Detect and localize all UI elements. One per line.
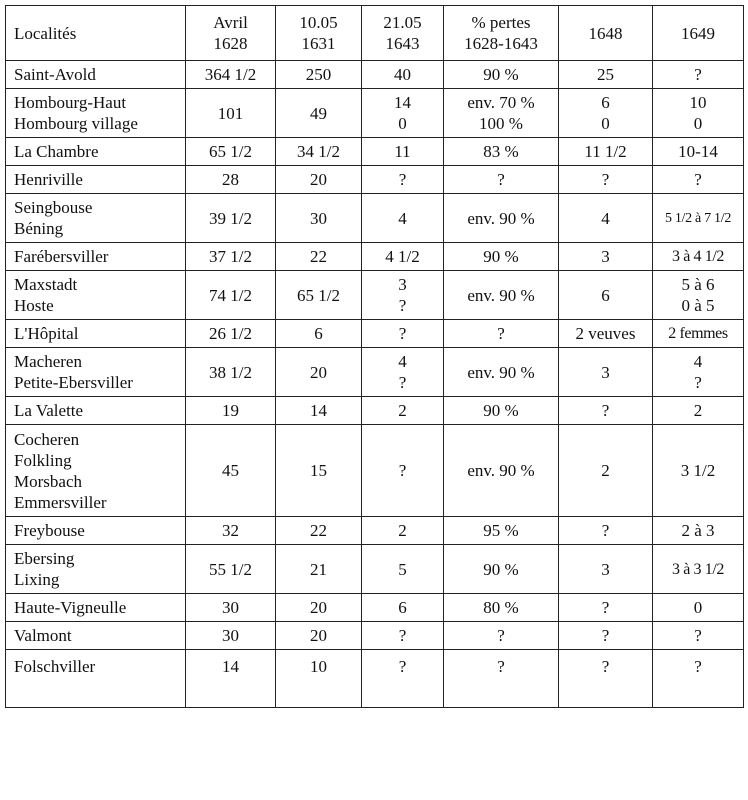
header-1649: 1649	[653, 6, 744, 61]
cell-loc-line: Hombourg village	[14, 114, 138, 133]
table-wrapper	[5, 5, 744, 708]
cell-loc-line: Folschviller	[14, 657, 96, 676]
cell-c5-line: 3	[601, 362, 610, 382]
cell-c1: 37 1/2	[186, 243, 276, 271]
cell-c6-line: 0	[693, 598, 703, 617]
cell-c1: 32	[186, 517, 276, 545]
cell-c6	[653, 425, 744, 517]
cell-c3-line: ?	[398, 626, 407, 645]
cell-c3	[362, 138, 444, 166]
cell-c6-line: 0	[693, 114, 703, 133]
table-row	[6, 138, 744, 166]
cell-loc-line: Hoste	[14, 296, 54, 315]
cell-loc	[6, 517, 186, 545]
cell-c3	[362, 271, 444, 320]
cell-loc-line: Saint-Avold	[14, 65, 96, 84]
cell-loc	[6, 348, 186, 397]
cell-c4	[444, 594, 559, 622]
cell-c5	[559, 650, 653, 708]
header-c3-line1: 21.05	[383, 13, 422, 32]
cell-c4-line: 83 %	[483, 142, 519, 161]
cell-loc-line: L'Hôpital	[14, 324, 79, 343]
cell-c4-line: 90 %	[483, 559, 519, 579]
cell-c5-line: ?	[601, 170, 610, 189]
cell-c5	[559, 194, 653, 243]
cell-c6	[653, 89, 744, 138]
cell-c5-line: 6	[601, 285, 610, 305]
cell-c3	[362, 194, 444, 243]
cell-c3-line: 6	[398, 598, 407, 617]
header-c3-line2: 1643	[385, 34, 420, 53]
cell-c2: 21	[276, 545, 362, 594]
cell-c4-line: ?	[497, 324, 505, 343]
header-pertes	[444, 6, 559, 61]
cell-c6	[653, 166, 744, 194]
cell-c4	[444, 348, 559, 397]
cell-c6-line: 3 à 3 1/2	[672, 560, 724, 578]
cell-c3	[362, 61, 444, 89]
cell-c1: 55 1/2	[186, 545, 276, 594]
cell-c5	[559, 89, 653, 138]
cell-loc-line: La Chambre	[14, 142, 99, 161]
cell-c4-line: ?	[497, 657, 505, 676]
cell-loc	[6, 89, 186, 138]
cell-c6-line: ?	[694, 65, 702, 84]
cell-loc	[6, 243, 186, 271]
cell-c1: 364 1/2	[186, 61, 276, 89]
cell-c3	[362, 348, 444, 397]
cell-c1: 39 1/2	[186, 194, 276, 243]
cell-c4	[444, 61, 559, 89]
cell-loc-line: Freybouse	[14, 521, 85, 540]
cell-c4-line: env. 90 %	[467, 285, 535, 305]
cell-c3-line: 3	[398, 275, 407, 294]
cell-c2: 20	[276, 166, 362, 194]
cell-c4-line: 90 %	[483, 401, 519, 420]
cell-c1: 14	[186, 650, 276, 708]
cell-c5-line: 3	[601, 559, 610, 579]
cell-loc	[6, 425, 186, 517]
cell-loc-line: Henriville	[14, 170, 83, 189]
cell-c4-line: 80 %	[483, 598, 519, 617]
cell-c3-line: 11	[394, 142, 411, 161]
cell-c5	[559, 348, 653, 397]
cell-loc	[6, 138, 186, 166]
cell-c4	[444, 271, 559, 320]
table-row	[6, 194, 744, 243]
cell-c1: 19	[186, 397, 276, 425]
cell-c3	[362, 622, 444, 650]
cell-loc	[6, 594, 186, 622]
cell-c6	[653, 594, 744, 622]
cell-c1: 38 1/2	[186, 348, 276, 397]
table-row	[6, 517, 744, 545]
cell-c2: 250	[276, 61, 362, 89]
cell-c4	[444, 425, 559, 517]
cell-loc	[6, 271, 186, 320]
cell-loc-line: Farébersviller	[14, 247, 109, 266]
cell-c5-line: 0	[601, 114, 610, 133]
cell-c3	[362, 425, 444, 517]
cell-c5	[559, 320, 653, 348]
cell-loc	[6, 545, 186, 594]
table-row	[6, 243, 744, 271]
cell-c6	[653, 348, 744, 397]
table-row	[6, 397, 744, 425]
cell-c4	[444, 320, 559, 348]
cell-c6-line: ?	[694, 626, 702, 645]
cell-c4-line: ?	[497, 626, 505, 645]
cell-c6-line: 5 à 6	[681, 275, 715, 294]
cell-c1: 45	[186, 425, 276, 517]
cell-c2: 20	[276, 622, 362, 650]
cell-c3	[362, 166, 444, 194]
cell-c3	[362, 594, 444, 622]
cell-c5	[559, 517, 653, 545]
table-row	[6, 320, 744, 348]
header-c4-line1: % pertes	[471, 13, 531, 32]
table-row	[6, 89, 744, 138]
table-row	[6, 594, 744, 622]
cell-c4	[444, 194, 559, 243]
cell-c1: 74 1/2	[186, 271, 276, 320]
table-row	[6, 650, 744, 708]
table-row	[6, 425, 744, 517]
cell-c5-line: 2	[601, 461, 610, 480]
cell-c6	[653, 545, 744, 594]
cell-c6-line: 3 à 4 1/2	[672, 248, 724, 265]
cell-loc-line: Maxstadt	[14, 275, 78, 294]
population-table	[5, 5, 744, 708]
cell-c4-line: 100 %	[479, 114, 523, 133]
cell-c3-line: ?	[398, 461, 407, 480]
header-c2-line2: 1631	[301, 34, 336, 53]
cell-c3	[362, 545, 444, 594]
cell-c3-line: ?	[398, 657, 407, 676]
cell-c2: 22	[276, 243, 362, 271]
cell-c2: 49	[276, 89, 362, 138]
cell-loc-line: Cocheren	[14, 429, 80, 449]
cell-c4	[444, 622, 559, 650]
cell-c4-line: ?	[497, 170, 505, 189]
cell-c3-line: 0	[398, 114, 407, 133]
cell-c5	[559, 397, 653, 425]
cell-c3-line: ?	[398, 324, 407, 343]
cell-c1: 65 1/2	[186, 138, 276, 166]
cell-c4	[444, 650, 559, 708]
cell-c5	[559, 545, 653, 594]
cell-c4-line: 90 %	[483, 65, 519, 84]
cell-loc-line: Hombourg-Haut	[14, 93, 127, 112]
cell-c3-line: 2	[398, 521, 407, 540]
cell-c3	[362, 397, 444, 425]
cell-c6-line: 10	[689, 93, 707, 112]
cell-loc-line: Valmont	[14, 626, 72, 645]
cell-c4	[444, 243, 559, 271]
cell-c6	[653, 397, 744, 425]
cell-c5-line: 11 1/2	[584, 142, 627, 161]
header-c4-line2: 1628-1643	[464, 34, 538, 53]
cell-c2: 14	[276, 397, 362, 425]
cell-c3-line: ?	[398, 296, 407, 315]
cell-loc-line: Morsbach	[14, 471, 82, 491]
header-c2-line1: 10.05	[299, 13, 338, 32]
cell-c2: 15	[276, 425, 362, 517]
cell-c5-line: ?	[601, 401, 610, 420]
cell-c3	[362, 650, 444, 708]
cell-c6	[653, 650, 744, 708]
cell-c1: 26 1/2	[186, 320, 276, 348]
cell-c2: 22	[276, 517, 362, 545]
header-1648: 1648	[559, 6, 653, 61]
cell-c5	[559, 594, 653, 622]
cell-c2: 34 1/2	[276, 138, 362, 166]
cell-c2: 20	[276, 594, 362, 622]
cell-loc	[6, 320, 186, 348]
cell-c3-line: 4 1/2	[385, 247, 420, 266]
cell-loc-line: Ebersing	[14, 549, 75, 568]
cell-c3-line: ?	[398, 373, 407, 392]
header-avril-1628	[186, 6, 276, 61]
header-1631	[276, 6, 362, 61]
cell-c6-line: ?	[694, 170, 702, 189]
cell-c4-line: env. 90 %	[467, 362, 535, 382]
cell-loc-line: La Valette	[14, 401, 84, 420]
cell-loc	[6, 622, 186, 650]
cell-c1: 28	[186, 166, 276, 194]
cell-c5	[559, 243, 653, 271]
cell-c5-line: ?	[601, 626, 610, 645]
cell-c3	[362, 320, 444, 348]
cell-c3-line: ?	[398, 170, 407, 189]
cell-c5-line: 6	[601, 93, 610, 112]
header-localites: Localités	[6, 6, 186, 61]
cell-c3	[362, 89, 444, 138]
cell-c2: 20	[276, 348, 362, 397]
cell-c6-line: 2	[693, 401, 703, 420]
cell-loc	[6, 166, 186, 194]
cell-loc-line: Petite-Ebersviller	[14, 373, 133, 392]
cell-c5-line: ?	[601, 521, 610, 540]
cell-c3-line: 2	[398, 401, 407, 420]
cell-c4	[444, 138, 559, 166]
cell-c6-line: 5 1/2 à 7 1/2	[664, 210, 732, 226]
cell-c6-line: 2 femmes	[668, 325, 728, 342]
header-c1-line1: Avril	[213, 13, 248, 32]
cell-c6-line: ?	[694, 657, 702, 676]
cell-loc	[6, 397, 186, 425]
cell-c6	[653, 320, 744, 348]
cell-c4-line: env. 90 %	[467, 461, 535, 480]
table-row	[6, 348, 744, 397]
cell-loc-line: Folkling	[14, 450, 72, 470]
header-1643	[362, 6, 444, 61]
cell-c6	[653, 622, 744, 650]
cell-c4	[444, 517, 559, 545]
table-row	[6, 545, 744, 594]
cell-c1: 30	[186, 594, 276, 622]
cell-loc-line: Emmersviller	[14, 492, 107, 512]
cell-loc-line: Haute-Vigneulle	[14, 598, 127, 617]
cell-c4-line: 95 %	[483, 521, 519, 540]
cell-c4	[444, 89, 559, 138]
cell-c4-line: env. 90 %	[467, 208, 535, 228]
cell-c6	[653, 517, 744, 545]
table-row	[6, 271, 744, 320]
cell-loc-line: Macheren	[14, 352, 82, 371]
cell-c6-line: 2 à 3	[681, 521, 715, 540]
cell-c5-line: 4	[601, 208, 610, 228]
cell-loc	[6, 194, 186, 243]
cell-c3-line: 14	[394, 93, 411, 112]
cell-c6-line: 10-14	[678, 142, 718, 161]
cell-c6-line: ?	[694, 373, 702, 392]
cell-loc-line: Lixing	[14, 570, 60, 589]
cell-c4-line: env. 70 %	[467, 93, 535, 112]
cell-c3	[362, 517, 444, 545]
cell-c4-line: 90 %	[483, 247, 519, 266]
cell-c6-line: 0 à 5	[681, 296, 715, 315]
cell-c5	[559, 271, 653, 320]
cell-loc	[6, 650, 186, 708]
cell-c6	[653, 271, 744, 320]
cell-c2: 30	[276, 194, 362, 243]
cell-c5	[559, 166, 653, 194]
cell-c3-line: 4	[398, 352, 407, 371]
cell-c5-line: 2 veuves	[575, 324, 636, 343]
cell-c5-line: ?	[601, 598, 610, 617]
cell-c5-line: ?	[601, 657, 610, 676]
cell-loc-line: Seingbouse	[14, 198, 93, 217]
cell-c5-line: 25	[597, 65, 614, 84]
cell-c4	[444, 397, 559, 425]
cell-c3-line: 4	[398, 208, 407, 228]
cell-c6	[653, 61, 744, 89]
cell-c4	[444, 166, 559, 194]
cell-c2: 65 1/2	[276, 271, 362, 320]
cell-c1: 30	[186, 622, 276, 650]
cell-c6-line: 3 1/2	[680, 461, 716, 480]
header-row	[6, 6, 744, 61]
header-c1-line2: 1628	[213, 34, 248, 53]
cell-c4	[444, 545, 559, 594]
cell-c2: 10	[276, 650, 362, 708]
cell-loc-line: Béning	[14, 219, 64, 238]
cell-c5	[559, 425, 653, 517]
cell-c5-line: 3	[601, 247, 610, 266]
cell-c5	[559, 61, 653, 89]
cell-c6	[653, 194, 744, 243]
table-row	[6, 61, 744, 89]
table-row	[6, 622, 744, 650]
cell-c1: 101	[186, 89, 276, 138]
cell-c6	[653, 243, 744, 271]
cell-c6-line: 4	[693, 352, 703, 371]
cell-c3	[362, 243, 444, 271]
cell-c3-line: 40	[394, 65, 411, 84]
cell-c6	[653, 138, 744, 166]
cell-loc	[6, 61, 186, 89]
cell-c3-line: 5	[398, 559, 407, 579]
cell-c2: 6	[276, 320, 362, 348]
cell-c5	[559, 622, 653, 650]
cell-c5	[559, 138, 653, 166]
table-row	[6, 166, 744, 194]
